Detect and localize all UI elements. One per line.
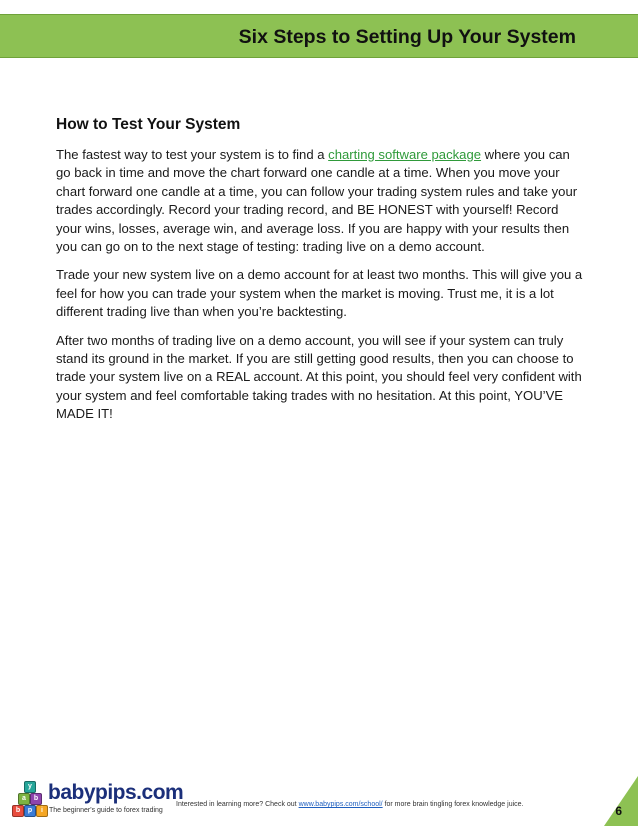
paragraph-1 — [56, 146, 586, 256]
logo-block: y — [24, 781, 36, 793]
section-heading: How to Test Your System — [56, 116, 241, 133]
paragraph-3: After two months of trading live on a demo account, you will see if your system can truly stand its ground in the market. If you are still getting good results, then you can choose to trade your system live on a REAL account. At this point, you should feel very confident with your system and feel comfortable taking trades with no hesitation. At this point, YOU’VE MADE IT! — [56, 332, 582, 422]
logo-block: b — [30, 793, 42, 805]
logo-blocks-icon — [12, 779, 52, 819]
paragraph-1-text-start: The fastest way to test your system is to find a — [56, 147, 329, 162]
logo-block: i — [36, 805, 48, 817]
page-title: Six Steps to Setting Up Your System — [238, 26, 576, 48]
logo-block: b — [12, 805, 24, 817]
babypips-logo — [12, 779, 184, 819]
corner-decoration — [604, 776, 638, 826]
footer-school-link[interactable]: www.babypips.com/school/ — [298, 801, 383, 808]
paragraph-2: Trade your new system live on a demo account for at least two months. This will give you a feel for how you can trade your system when the market is moving. Trust me, it is a lot different trading live than when you’re backtesting. — [56, 267, 583, 320]
footer-text — [176, 801, 523, 808]
main-content — [56, 116, 586, 434]
footer-text-start: Interested in learning more? Check out — [176, 801, 299, 808]
footer-text-end: for more brain tingling forex knowledge juice. — [382, 801, 524, 808]
logo-tagline: The beginner's guide to forex trading — [49, 807, 163, 814]
charting-software-link[interactable]: charting software package — [328, 147, 482, 162]
logo-block: p — [24, 805, 36, 817]
page-number: 6 — [615, 804, 622, 818]
header-bar — [0, 14, 638, 58]
logo-block: a — [18, 793, 30, 805]
paragraph-1-text-end: where you can go back in time and move the chart forward one candle at a time. When you move your chart forward one candle at a time, you can follow your trading system rules and take your trades accordingly. Record your trading record, and BE HONEST with yourself! Record your wins, losses, average win, and average loss. If you are happy with your results then you can go on to the next stage of testing: trading live on a demo account. — [56, 147, 578, 255]
logo-name: babypips.com — [48, 781, 184, 804]
